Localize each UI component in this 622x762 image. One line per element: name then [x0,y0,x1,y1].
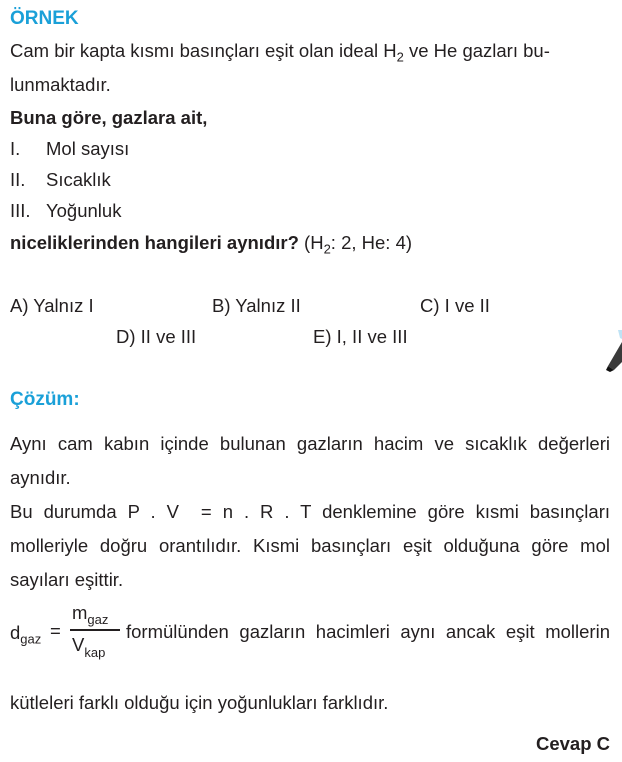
solution-title: Çözüm: [10,389,80,410]
question-lead: Buna göre, gazlara ait, [10,107,208,128]
option-e[interactable]: E) I, II ve III [313,326,408,347]
solution-line-3: Bu durumda P . V = n . R . T denklemine göre kısmi basınçları [10,501,610,522]
item-3-number: III. [10,200,31,221]
question-ask [10,232,412,257]
denominator-sub: kap [84,645,106,660]
solution-line-5: sayıları eşittir. [10,569,124,590]
denominator-v: V [72,634,85,655]
example-title: ÖRNEK [10,8,79,29]
h2-subscript: 2 [396,49,404,65]
question-text-1: Cam bir kapta kısmı basınçları eşit olan ideal H [10,40,397,61]
molar-mass-open: (H [304,232,324,253]
item-1-text: Mol sayısı [46,138,130,159]
density-sub: gaz [20,631,42,647]
question-line-1 [10,40,550,65]
density-symbol [10,622,41,647]
numerator-m: m [72,602,88,623]
density-d: d [10,622,21,643]
solution-line-1: Aynı cam kabın içinde bulunan gazların hacim ve sıcaklık değerleri [10,433,610,454]
item-1 [10,138,129,160]
item-2-number: II. [10,169,26,190]
solution-line-6: kütleleri farklı olduğu için yoğunlukları farklıdır. [10,692,389,713]
question-line-2: lunmaktadır. [10,74,111,95]
solution-line-4: molleriyle doğru orantılıdır. Kısmi basınçları eşit olduğuna göre mol [10,535,610,556]
item-2 [10,169,111,191]
question-ask-bold: niceliklerinden hangileri aynıdır? [10,232,299,253]
solution-line-2: aynıdır. [10,467,71,488]
option-c[interactable]: C) I ve II [420,295,490,316]
option-a[interactable]: A) Yalnız I [10,295,94,316]
pen-marker-icon [606,330,622,372]
option-b[interactable]: B) Yalnız II [212,295,301,316]
answer-label: Cevap C [535,733,610,754]
fraction-bar [70,629,120,631]
option-d[interactable]: D) II ve III [116,326,197,347]
item-3 [10,200,121,222]
item-2-text: Sıcaklık [46,169,111,190]
formula-equals: = [50,620,61,641]
fraction-denominator [72,634,106,660]
question-text-1-end: ve He gazları bu- [408,40,550,61]
formula-fraction [70,602,120,662]
molar-mass-end: : 2, He: 4) [330,232,413,253]
formula-text: formülünden gazların hacimleri aynı ancak eşit mollerin [126,621,610,642]
item-3-text: Yoğunluk [46,200,122,221]
molar-mass-sub: 2 [323,241,331,257]
fraction-numerator [72,602,109,627]
item-1-number: I. [10,138,21,159]
numerator-sub: gaz [87,612,109,627]
